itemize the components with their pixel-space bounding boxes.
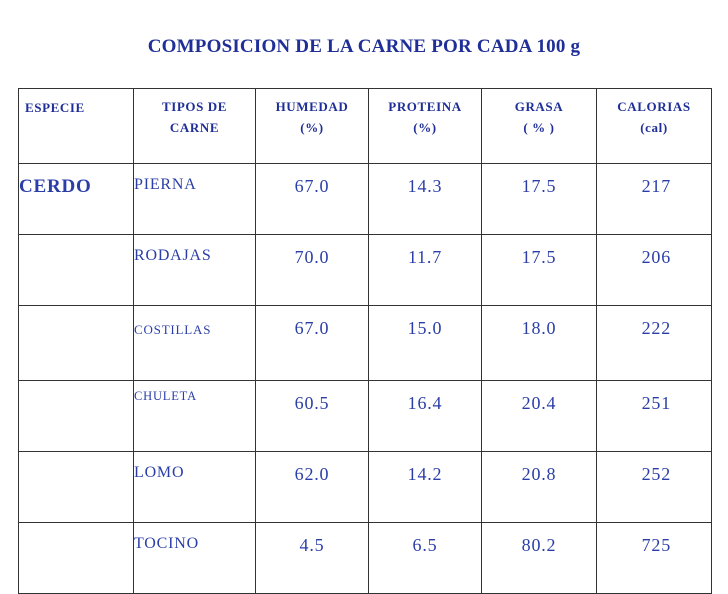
humedad-cell: 67.0 — [256, 306, 369, 381]
humedad-cell: 62.0 — [256, 452, 369, 523]
table-header-row — [19, 89, 712, 164]
species-cell-empty — [19, 306, 134, 381]
table-row — [19, 164, 712, 235]
calorias-cell: 206 — [597, 235, 712, 306]
proteina-cell: 11.7 — [369, 235, 482, 306]
table-row — [19, 523, 712, 594]
calorias-cell: 252 — [597, 452, 712, 523]
header-calorias-line1: CALORIAS — [617, 99, 691, 114]
grasa-cell: 20.4 — [482, 381, 597, 452]
header-grasa — [482, 89, 597, 164]
species-cell-empty — [19, 235, 134, 306]
proteina-cell: 6.5 — [369, 523, 482, 594]
header-grasa-line1: GRASA — [514, 99, 564, 114]
calorias-cell: 251 — [597, 381, 712, 452]
header-proteina-line1: PROTEINA — [388, 99, 462, 114]
table-row — [19, 235, 712, 306]
calorias-cell: 217 — [597, 164, 712, 235]
humedad-cell: 70.0 — [256, 235, 369, 306]
species-cell-empty — [19, 452, 134, 523]
grasa-cell: 18.0 — [482, 306, 597, 381]
header-proteina — [369, 89, 482, 164]
grasa-cell: 20.8 — [482, 452, 597, 523]
humedad-cell: 60.5 — [256, 381, 369, 452]
header-humedad-line2: (%) — [300, 120, 324, 135]
header-proteina-line2: (%) — [413, 120, 437, 135]
header-humedad-line1: HUMEDAD — [275, 99, 349, 114]
humedad-cell: 67.0 — [256, 164, 369, 235]
header-calorias-line2: (cal) — [640, 120, 668, 135]
grasa-cell: 17.5 — [482, 164, 597, 235]
cut-cell: CHULETA — [134, 381, 256, 452]
header-tipos-carne — [134, 89, 256, 164]
proteina-cell: 14.3 — [369, 164, 482, 235]
cut-cell: PIERNA — [134, 164, 256, 235]
species-cell-empty — [19, 523, 134, 594]
cut-cell: RODAJAS — [134, 235, 256, 306]
header-especie-label: ESPECIE — [25, 100, 85, 115]
calorias-cell: 222 — [597, 306, 712, 381]
header-grasa-line2: ( % ) — [523, 120, 555, 135]
cut-cell: COSTILLAS — [134, 306, 256, 381]
calorias-cell: 725 — [597, 523, 712, 594]
grasa-cell: 80.2 — [482, 523, 597, 594]
species-cell: CERDO — [19, 164, 134, 235]
header-calorias — [597, 89, 712, 164]
proteina-cell: 16.4 — [369, 381, 482, 452]
proteina-cell: 15.0 — [369, 306, 482, 381]
proteina-cell: 14.2 — [369, 452, 482, 523]
cut-cell: TOCINO — [134, 523, 256, 594]
table-row — [19, 381, 712, 452]
grasa-cell: 17.5 — [482, 235, 597, 306]
table-row — [19, 452, 712, 523]
table-row — [19, 306, 712, 381]
header-tipos-line2: CARNE — [169, 120, 220, 135]
header-especie — [19, 89, 134, 164]
header-humedad — [256, 89, 369, 164]
species-cell-empty — [19, 381, 134, 452]
humedad-cell: 4.5 — [256, 523, 369, 594]
meat-composition-table — [18, 88, 712, 594]
page-title: COMPOSICION DE LA CARNE POR CADA 100 g — [147, 36, 581, 57]
cut-cell: LOMO — [134, 452, 256, 523]
header-tipos-line1: TIPOS DE — [161, 99, 228, 114]
